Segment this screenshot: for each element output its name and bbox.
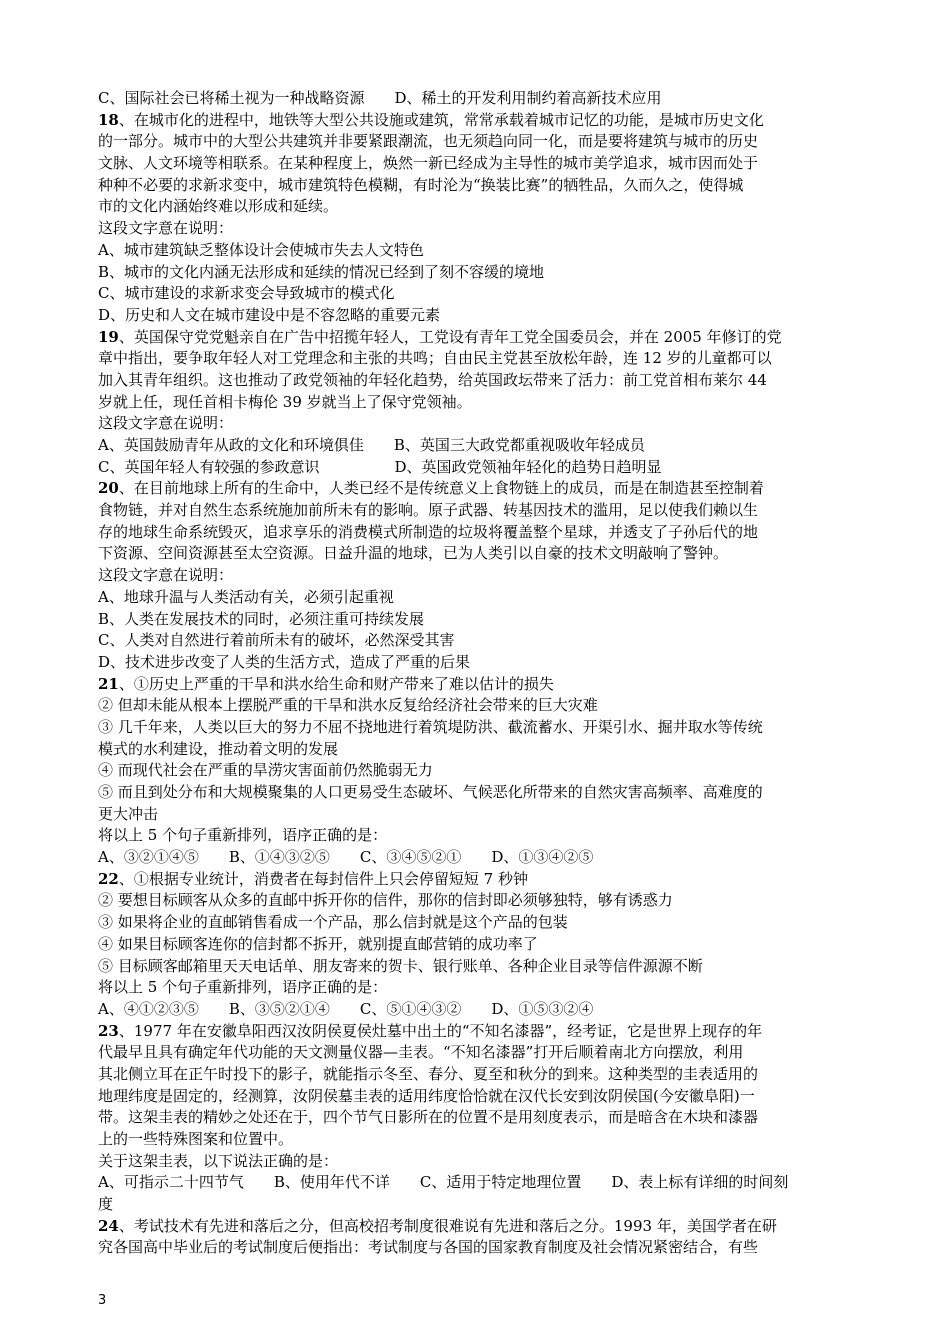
line-text: 、在目前地球上所有的生命中，人类已经不是传统意义上食物链上的成员，而是在制造甚至控制着 — [118, 479, 764, 498]
question-number: 21 — [98, 674, 119, 693]
text-line — [98, 847, 843, 869]
text-line — [98, 695, 843, 717]
line-text: ④ 如果目标顾客连你的信封都不拆开，就别提直邮营销的成功率了 — [98, 934, 538, 953]
line-text: A、可指示二十四节气 B、使用年代不详 C、适用于特定地理位置 D、表上标有详细的时间刻 — [98, 1173, 789, 1192]
text-line — [98, 392, 843, 414]
text-line — [98, 1021, 843, 1043]
text-line — [98, 890, 843, 912]
text-line — [98, 1107, 843, 1129]
text-line — [98, 999, 843, 1021]
text-line — [98, 522, 843, 544]
line-text: 度 — [98, 1195, 114, 1214]
line-text: 模式的水利建设，推动着文明的发展 — [98, 739, 339, 758]
line-text: 上的一些特殊图案和位置中。 — [98, 1130, 294, 1148]
text-line — [98, 1194, 843, 1216]
line-text: 种种不必要的求新求变中，城市建筑特色模糊，有时沦为“换装比赛”的牺牲品，久而久之，使得城 — [98, 175, 744, 194]
text-line — [98, 348, 843, 370]
line-text: 究各国高中毕业后的考试制度后便指出：考试制度与各国的国家教育制度及社会情况紧密结合，有些 — [98, 1238, 759, 1257]
text-line — [98, 262, 843, 284]
line-text: C、城市建设的求新求变会导致城市的模式化 — [98, 284, 395, 303]
line-text: ⑤ 目标顾客邮箱里天天电话单、朋友寄来的贺卡、银行账单、各种企业目录等信件源源不断 — [98, 956, 703, 975]
line-text: 带。这架圭表的精妙之处还在于，四个节气日影所在的位置不是用刻度表示，而是暗含在木块和漆器 — [98, 1108, 759, 1127]
text-line — [98, 825, 843, 847]
text-line — [98, 1172, 843, 1194]
line-text: ③ 如果将企业的直邮销售看成一个产品，那么信封就是这个产品的包装 — [98, 913, 568, 932]
document-body — [98, 88, 843, 1259]
question-number: 18 — [98, 110, 119, 129]
text-line — [98, 305, 843, 327]
line-text: 更大冲击 — [98, 804, 159, 823]
text-line — [98, 652, 843, 674]
line-text: 章中指出，要争取年轻人对工党理念和主张的共鸣；自由民主党甚至放松年龄，连 12 岁的儿童都可以 — [98, 349, 772, 368]
text-line — [98, 869, 843, 891]
line-text: ② 但却未能从根本上摆脱严重的干旱和洪水反复给经济社会带来的巨大灾难 — [98, 696, 598, 715]
line-text: 、①根据专业统计，消费者在每封信件上只会停留短短 7 秒钟 — [118, 869, 528, 888]
line-text: 文脉、人文环境等相联系。在某种程度上，焕然一新已经成为主导性的城市美学追求，城市因而处于 — [98, 154, 759, 173]
line-text: 食物链，并对自然生态系统施加前所未有的影响。原子武器、转基因技术的滥用，足以使我们赖以生 — [98, 501, 759, 520]
line-text: 、①历史上严重的干旱和洪水给生命和财产带来了难以估计的损失 — [118, 674, 554, 693]
line-text: 其北侧立耳在正午时投下的影子，就能指示冬至、春分、夏至和秋分的到来。这种类型的圭表适用的 — [98, 1064, 759, 1083]
line-text: 、在城市化的进程中，地铁等大型公共设施或建筑，常常承载着城市记忆的功能，是城市历史文化 — [118, 110, 764, 129]
question-number: 22 — [98, 869, 119, 888]
text-line — [98, 88, 843, 110]
line-text: A、英国鼓励青年从政的文化和环境俱佳 B、英国三大政党都重视吸收年轻成员 — [98, 436, 645, 454]
line-text: 的一部分。城市中的大型公共建筑并非要紧跟潮流，也无须趋向同一化，而是要将建筑与城市的历史 — [98, 132, 759, 151]
line-text: 这段文字意在说明： — [98, 566, 234, 585]
line-text: A、城市建筑缺乏整体设计会使城市失去人文特色 — [98, 240, 424, 259]
text-line — [98, 218, 843, 240]
text-line — [98, 760, 843, 782]
line-text: 加入其青年组织。这也推动了政党领袖的年轻化趋势，给英国政坛带来了活力：前工党首相布莱尔 44 — [98, 370, 767, 389]
line-text: 代最早且具有确定年代功能的天文测量仪器—圭表。“不知名漆器”打开后顺着南北方向摆放，利用 — [98, 1043, 744, 1062]
line-text: C、国际社会已将稀土视为一种战略资源 D、稀土的开发利用制约着高新技术应用 — [98, 89, 662, 107]
text-line — [98, 1237, 843, 1259]
text-line — [98, 413, 843, 435]
text-line — [98, 327, 843, 349]
line-text: 、考试技术有先进和落后之分，但高校招考制度很难说有先进和落后之分。1993 年，美国学者在研 — [118, 1216, 777, 1235]
line-text: A、④①②③⑤ B、③⑤②①④ C、⑤①④③② D、①⑤③②④ — [98, 999, 594, 1018]
text-line — [98, 956, 843, 978]
text-line — [98, 370, 843, 392]
page-number: 3 — [98, 1293, 107, 1308]
text-line — [98, 1216, 843, 1238]
text-line — [98, 1129, 843, 1151]
text-line — [98, 457, 843, 479]
text-line — [98, 565, 843, 587]
line-text: A、③②①④⑤ B、①④③②⑤ C、③④⑤②① D、①③④②⑤ — [98, 848, 594, 867]
line-text: ⑤ 而且到处分布和大规模聚集的人口更易受生态破坏、气候恶化所带来的自然灾害高频率、高难度的 — [98, 783, 763, 801]
text-line — [98, 934, 843, 956]
line-text: ③ 几千年来，人类以巨大的努力不屈不挠地进行着筑堤防洪、截流蓄水、开渠引水、掘井取水等传统 — [98, 717, 763, 736]
text-line — [98, 175, 843, 197]
text-line — [98, 609, 843, 631]
line-text: 、1977 年在安徽阜阳西汉汝阴侯夏侯灶墓中出土的“不知名漆器”，经考证，它是世界上现存的年 — [118, 1021, 763, 1040]
question-number: 24 — [98, 1216, 119, 1235]
question-number: 19 — [98, 327, 119, 346]
line-text: A、地球升温与人类活动有关，必须引起重视 — [98, 587, 394, 606]
line-text: 将以上 5 个句子重新排列，语序正确的是： — [98, 826, 388, 845]
line-text: 、英国保守党党魁亲自在广告中招揽年轻人，工党设有青年工党全国委员会，并在 2005 年修订的党 — [118, 327, 782, 346]
text-line — [98, 435, 843, 457]
line-text: D、技术进步改变了人类的生活方式，造成了严重的后果 — [98, 652, 471, 671]
text-line — [98, 110, 843, 132]
line-text: ② 要想目标顾客从众多的直邮中拆开你的信件，那你的信封即必须够独特，够有诱惑力 — [98, 891, 673, 910]
line-text: 岁就上任，现任首相卡梅伦 39 岁就当上了保守党领袖。 — [98, 392, 472, 411]
text-line — [98, 739, 843, 761]
text-line — [98, 131, 843, 153]
line-text: 这段文字意在说明： — [98, 414, 234, 433]
text-line — [98, 977, 843, 999]
line-text: ④ 而现代社会在严重的旱涝灾害面前仍然脆弱无力 — [98, 761, 433, 780]
line-text: D、历史和人文在城市建设中是不容忽略的重要元素 — [98, 305, 441, 324]
question-number: 23 — [98, 1021, 119, 1040]
line-text: 下资源、空间资源甚至太空资源。日益升温的地球，已为人类引以自豪的技术文明敲响了警钟。 — [98, 544, 729, 563]
text-line — [98, 912, 843, 934]
line-text: 市的文化内涵始终难以形成和延续。 — [98, 197, 339, 216]
line-text: 存的地球生命系统毁灭，追求享乐的消费模式所制造的垃圾将覆盖整个星球，并透支了子孙后代的地 — [98, 522, 759, 541]
text-line — [98, 630, 843, 652]
text-line — [98, 1151, 843, 1173]
text-line — [98, 717, 843, 739]
text-line — [98, 782, 843, 804]
text-line — [98, 196, 843, 218]
text-line — [98, 500, 843, 522]
line-text: 地理纬度是固定的，经测算，汝阴侯墓圭表的适用纬度恰恰就在汉代长安到汝阴侯国(今安徽阜阳)一 — [98, 1086, 755, 1105]
line-text: B、城市的文化内涵无法形成和延续的情况已经到了刻不容缓的境地 — [98, 262, 545, 281]
text-line — [98, 1042, 843, 1064]
line-text: 这段文字意在说明： — [98, 219, 234, 238]
line-text: C、英国年轻人有较强的参政意识 D、英国政党领袖年轻化的趋势日趋明显 — [98, 457, 662, 476]
text-line — [98, 1064, 843, 1086]
line-text: 将以上 5 个句子重新排列，语序正确的是： — [98, 978, 388, 997]
line-text: 关于这架圭表，以下说法正确的是： — [98, 1151, 339, 1170]
question-number: 20 — [98, 479, 119, 498]
text-line — [98, 543, 843, 565]
text-line — [98, 283, 843, 305]
text-line — [98, 240, 843, 262]
text-line — [98, 153, 843, 175]
line-text: C、人类对自然进行着前所未有的破坏，必然深受其害 — [98, 631, 455, 650]
line-text: B、人类在发展技术的同时，必须注重可持续发展 — [98, 609, 425, 628]
text-line — [98, 674, 843, 696]
text-line — [98, 1086, 843, 1108]
text-line — [98, 478, 843, 500]
text-line — [98, 587, 843, 609]
text-line — [98, 804, 843, 826]
